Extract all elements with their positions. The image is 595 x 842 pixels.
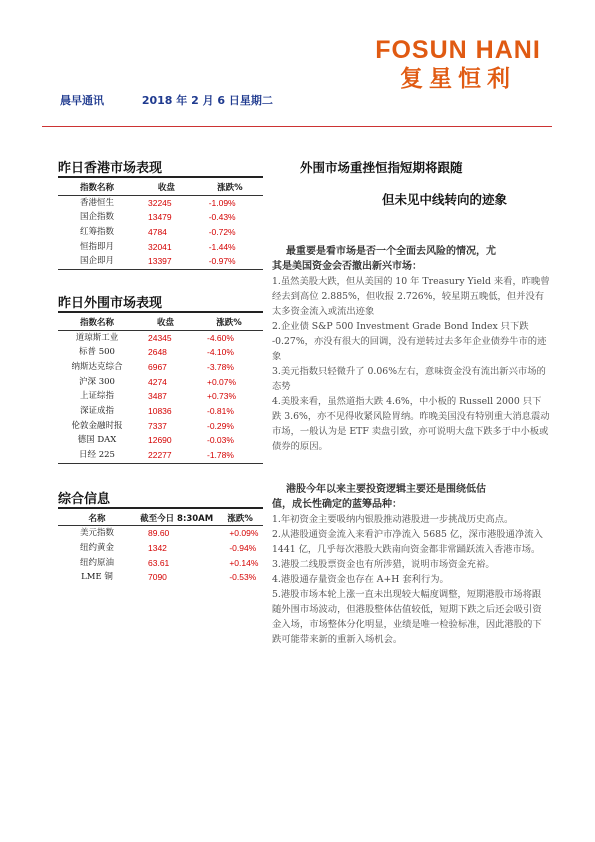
change-value: +0.14% <box>229 557 259 568</box>
list-item: 3.美元指数只轻微升了 0.06%左右，意味资金没有流出新兴市场的态势 <box>272 366 546 392</box>
change-value: -4.60% <box>206 332 234 343</box>
report-date: 2018 年 2 月 6 日星期二 <box>141 94 273 107</box>
change-value: -1.78% <box>195 448 263 463</box>
company-logo <box>353 36 563 94</box>
table-row <box>58 389 263 404</box>
change-value: -0.03% <box>206 435 234 446</box>
close-value: 63.61 <box>148 557 170 568</box>
table-row <box>58 210 263 225</box>
column-header: 指数名称 <box>58 180 136 195</box>
change-value: +0.09% <box>229 528 259 539</box>
report-name: 晨早通讯 <box>60 94 104 107</box>
close-value: 22277 <box>136 448 195 463</box>
index-name: 恒指即月 <box>79 241 114 252</box>
change-value: -1.09% <box>208 197 236 208</box>
column-header: 涨跌% <box>197 180 263 195</box>
lead-line: 最重要是看市场是否一个全面去风险的情况，尤 <box>286 246 496 257</box>
close-value: 7337 <box>148 420 167 431</box>
index-name: 国企指数 <box>79 212 114 223</box>
change-value: -3.78% <box>206 361 234 372</box>
table-row <box>58 195 263 210</box>
change-value: -0.43% <box>208 212 236 223</box>
list-item: 1.虽然美股大跌，但从美国的 10 年 Treasury Yield 来看，昨晚曾经去到高位 2.885%，但收报 2.726%，较星期五晚低，但并没有太多资金流入或流出迹象 <box>272 276 550 317</box>
logo-chinese: 复星恒利 <box>400 66 516 92</box>
misc-info-table <box>58 511 263 585</box>
index-name: 红筹指数 <box>79 226 114 237</box>
item-name: 纽约原油 <box>79 557 114 568</box>
column-header: 涨跌% <box>195 315 263 330</box>
block-lead <box>272 244 550 274</box>
table-row <box>58 526 263 541</box>
column-header: 收盘 <box>136 180 197 195</box>
table-header-row <box>58 180 263 195</box>
index-name: 德国 DAX <box>77 435 117 446</box>
table-row <box>58 404 263 419</box>
table-row <box>58 448 263 463</box>
list-item: 1.年初资金主要吸纳内银股推动港股进一步挑战历史高点。 <box>272 514 514 525</box>
list-item: 4.美股来看，虽然道指大跌 4.6%，中小板的 Russell 2000 只下跌 3.6%，亦不见得收紧风险胃纳。昨晚美国没有特别重大消息震动市场，一般认为是 ETF 卖盘引致，亦可说明大盘下跌多于中小板或债券的原因。 <box>272 396 550 452</box>
change-value: +0.07% <box>206 376 237 387</box>
table-row <box>58 419 263 434</box>
hk-market-table <box>58 180 263 270</box>
close-value: 4274 <box>148 376 167 387</box>
table-row <box>58 360 263 375</box>
close-value: 6967 <box>148 361 167 372</box>
close-value: 13479 <box>148 212 172 223</box>
close-value: 12690 <box>148 435 172 446</box>
close-value: 89.60 <box>148 528 170 539</box>
change-value: -0.94% <box>229 543 257 554</box>
change-value: -0.81% <box>206 406 234 417</box>
change-value: -0.97% <box>197 254 263 269</box>
market-tables-column <box>58 160 263 585</box>
table-row <box>58 345 263 360</box>
analysis-block-2 <box>272 482 550 647</box>
column-header: 指数名称 <box>58 315 136 330</box>
table-row <box>58 330 263 345</box>
article-title: 外围市场重挫恒指短期将跟随 <box>300 160 463 175</box>
close-value: 24345 <box>148 332 172 343</box>
index-name: 伦敦金融时报 <box>71 420 123 431</box>
change-value: -1.44% <box>208 241 236 252</box>
analysis-block-1 <box>272 244 550 454</box>
close-value: 32245 <box>148 197 172 208</box>
change-value: -4.10% <box>206 347 234 358</box>
index-name: 沪深 300 <box>79 376 115 387</box>
item-name: 美元指数 <box>79 528 114 539</box>
change-value: -0.72% <box>208 226 236 237</box>
hk-market-title: 昨日香港市场表现 <box>58 160 263 178</box>
global-market-title: 昨日外围市场表现 <box>58 295 263 313</box>
change-value: +0.73% <box>206 391 237 402</box>
table-row <box>58 240 263 255</box>
table-row <box>58 570 263 585</box>
lead-line: 值，成长性确定的蓝筹品种： <box>272 499 402 510</box>
commentary-column <box>272 158 550 647</box>
header-divider <box>42 126 552 127</box>
table-header-row <box>58 315 263 330</box>
close-value: 32041 <box>148 241 172 252</box>
logo-english: FOSUN HANI <box>375 36 541 64</box>
index-name: 深证成指 <box>79 406 114 417</box>
close-value: 7090 <box>148 572 167 583</box>
column-header: 名称 <box>58 511 136 526</box>
block-body <box>272 274 550 454</box>
list-item: 5.港股市场本轮上涨一直未出现较大幅度调整，短期港股市场将跟随外围市场波动，但港股整体估值较低，短期下跌之后还会吸引资金入场，市场整体分化明显，业绩是唯一检验标准，因此港股的下跌可能带来新的重新入场机会。 <box>272 589 542 645</box>
list-item: 3.港股二线股票资金也有所涉猎，说明市场资金充裕。 <box>272 559 495 570</box>
article-subtitle: 但未见中线转向的迹象 <box>382 192 508 207</box>
global-market-table <box>58 315 263 464</box>
column-header: 截至今日 8:30AM <box>136 511 217 526</box>
change-value: -0.53% <box>229 572 257 583</box>
change-value: -0.29% <box>206 420 234 431</box>
report-header <box>60 92 273 108</box>
column-header: 收盘 <box>136 315 195 330</box>
index-name: 香港恒生 <box>79 197 114 208</box>
close-value: 13397 <box>136 254 197 269</box>
table-row <box>58 541 263 556</box>
close-value: 3487 <box>148 391 167 402</box>
misc-info-title: 综合信息 <box>58 491 263 509</box>
table-row <box>58 375 263 390</box>
close-value: 10836 <box>148 406 172 417</box>
table-row <box>58 433 263 448</box>
index-name: 纳斯达克综合 <box>71 361 123 372</box>
index-name: 标普 500 <box>79 347 115 358</box>
column-header: 涨跌% <box>217 511 263 526</box>
list-item: 2.企业债 S&P 500 Investment Grade Bond Index 只下跌 -0.27%，亦没有很大的回调，没有逆转过去多年企业债券牛市的迹象 <box>272 321 547 362</box>
list-item: 4.港股通存量资金也存在 A+H 套利行为。 <box>272 574 449 585</box>
close-value: 4784 <box>148 226 167 237</box>
index-name: 日经 225 <box>58 448 136 463</box>
lead-line: 港股今年以来主要投资逻辑主要还是围绕低估 <box>286 484 486 495</box>
index-name: 国企即月 <box>58 254 136 269</box>
close-value: 1342 <box>148 543 167 554</box>
item-name: 纽约黄金 <box>79 543 114 554</box>
index-name: 上证综指 <box>79 391 114 402</box>
block-body <box>272 512 550 647</box>
index-name: 道琼斯工业 <box>75 332 119 343</box>
lead-line: 其是美国资金会否撤出新兴市场： <box>272 261 422 272</box>
item-name: LME 铜 <box>81 572 113 583</box>
list-item: 2.从港股通资金流入来看沪市净流入 5685 亿，深市港股通净流入 1441 亿，几乎每次港股大跌南向资金都非常踊跃流入香港市场。 <box>272 529 543 555</box>
block-lead <box>272 482 550 512</box>
table-header-row <box>58 511 263 526</box>
table-row <box>58 556 263 571</box>
close-value: 2648 <box>148 347 167 358</box>
table-row <box>58 254 263 269</box>
table-row <box>58 225 263 240</box>
